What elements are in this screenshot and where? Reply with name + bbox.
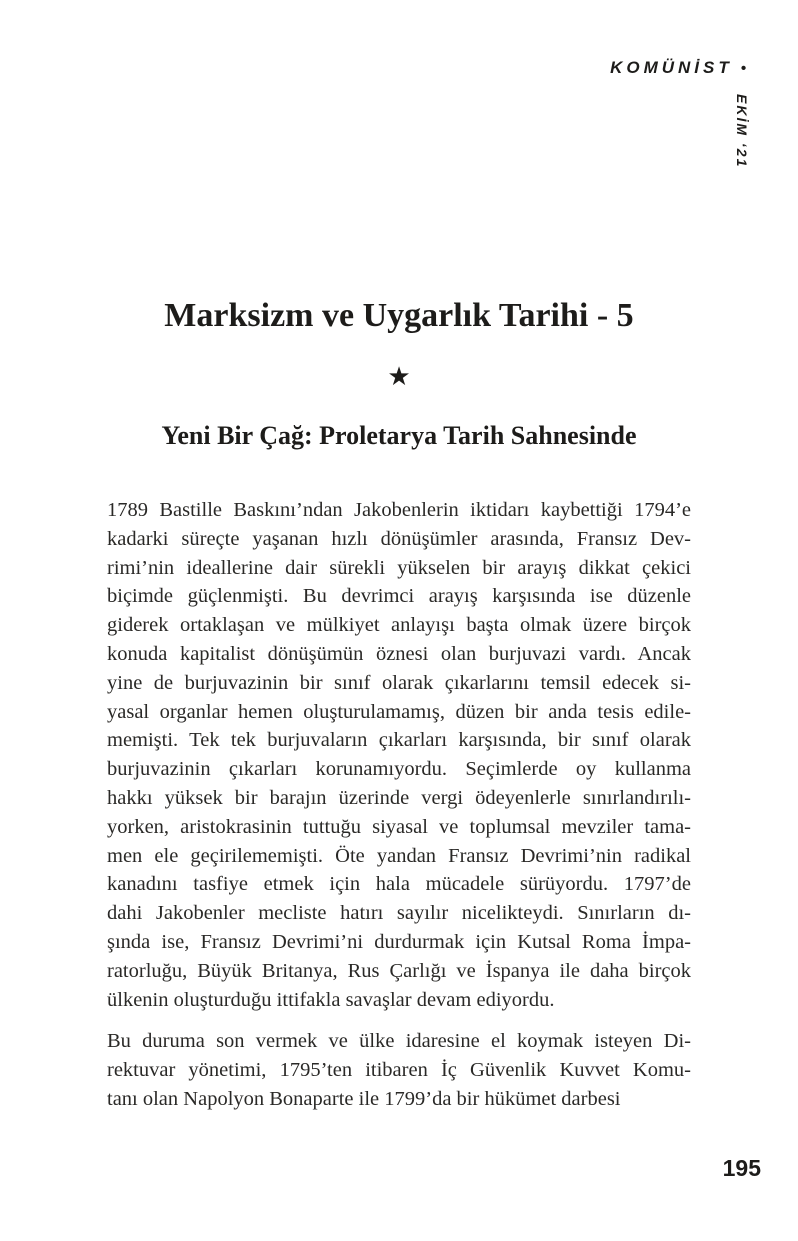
text-line: biçimde güçlenmişti. Bu devrimci arayış karşısında ise düzenle	[107, 585, 691, 608]
text-line: 1789 Bastille Baskını’ndan Jakobenlerin iktidarı kaybettiği 1794’e	[107, 499, 691, 521]
star-divider-icon: ★	[387, 362, 411, 391]
paragraph	[107, 496, 691, 1014]
text-line: men ele geçirilememişti. Öte yandan Fransız Devrimi’nin radikal	[107, 844, 691, 867]
text-line: hakkı yüksek bir barajın üzerinde vergi ödeyenlerle sınırlandırılı-	[107, 786, 691, 809]
issue-label-vertical: EKİM ‘21	[734, 94, 750, 169]
text-line: dahi Jakobenler mecliste hatırı sayılır nicelikteydi. Sınırların dı-	[107, 902, 691, 925]
text-line: kanadını tasfiye etmek için hala mücadele sürüyordu. 1797’de	[107, 873, 691, 896]
text-line: giderek ortaklaşan ve mülkiyet anlayışı başta olmak üzere birçok	[107, 614, 691, 637]
text-line: yorken, aristokrasinin tuttuğu siyasal ve toplumsal mevziler tama-	[107, 815, 691, 838]
text-line: yasal organlar hemen oluşturulamamış, düzen bir anda tesis edile-	[107, 700, 691, 723]
article-body	[107, 496, 691, 1127]
publication-name: KOMÜNİST	[610, 58, 733, 77]
text-line: ratorluğu, Büyük Britanya, Rus Çarlığı ve İspanya ile daha birçok	[107, 959, 691, 982]
text-line: rimi’nin ideallerine dair sürekli yükselen bir arayış dikkat çekici	[107, 556, 691, 579]
text-line: kadarki süreçte yaşanan hızlı dönüşümler arasında, Fransız Dev-	[107, 527, 691, 550]
text-line: rektuvar yönetimi, 1795’ten itibaren İç Güvenlik Kuvvet Komu-	[107, 1059, 691, 1082]
text-line: tanı olan Napolyon Bonaparte ile 1799’da bir hükümet darbesi	[107, 1087, 621, 1110]
text-line: ülkenin oluşturduğu ittifakla savaşlar devam ediyordu.	[107, 988, 555, 1011]
bullet-separator: •	[740, 59, 746, 77]
text-line: burjuvazinin çıkarları korunamıyordu. Seçimlerde oy kullanma	[107, 758, 691, 781]
paragraph	[107, 1027, 691, 1113]
page-number: 195	[722, 1155, 761, 1181]
masthead	[610, 58, 746, 78]
article-title: Marksizm ve Uygarlık Tarihi - 5	[164, 297, 634, 334]
text-line: Bu duruma son vermek ve ülke idaresine el koymak isteyen Di-	[107, 1030, 691, 1053]
text-line: konuda kapitalist dönüşümün öznesi olan burjuvazi vardı. Ancak	[107, 642, 691, 665]
text-line: yine de burjuvazinin bir sınıf olarak çıkarlarını temsil edecek si-	[107, 671, 691, 694]
text-line: memişti. Tek tek burjuvaların çıkarları karşısında, bir sınıf olarak	[107, 729, 691, 752]
article-subtitle: Yeni Bir Çağ: Proletarya Tarih Sahnesinde	[161, 421, 637, 450]
text-line: şında ise, Fransız Devrimi’ni durdurmak için Kutsal Roma İmpa-	[107, 930, 691, 953]
